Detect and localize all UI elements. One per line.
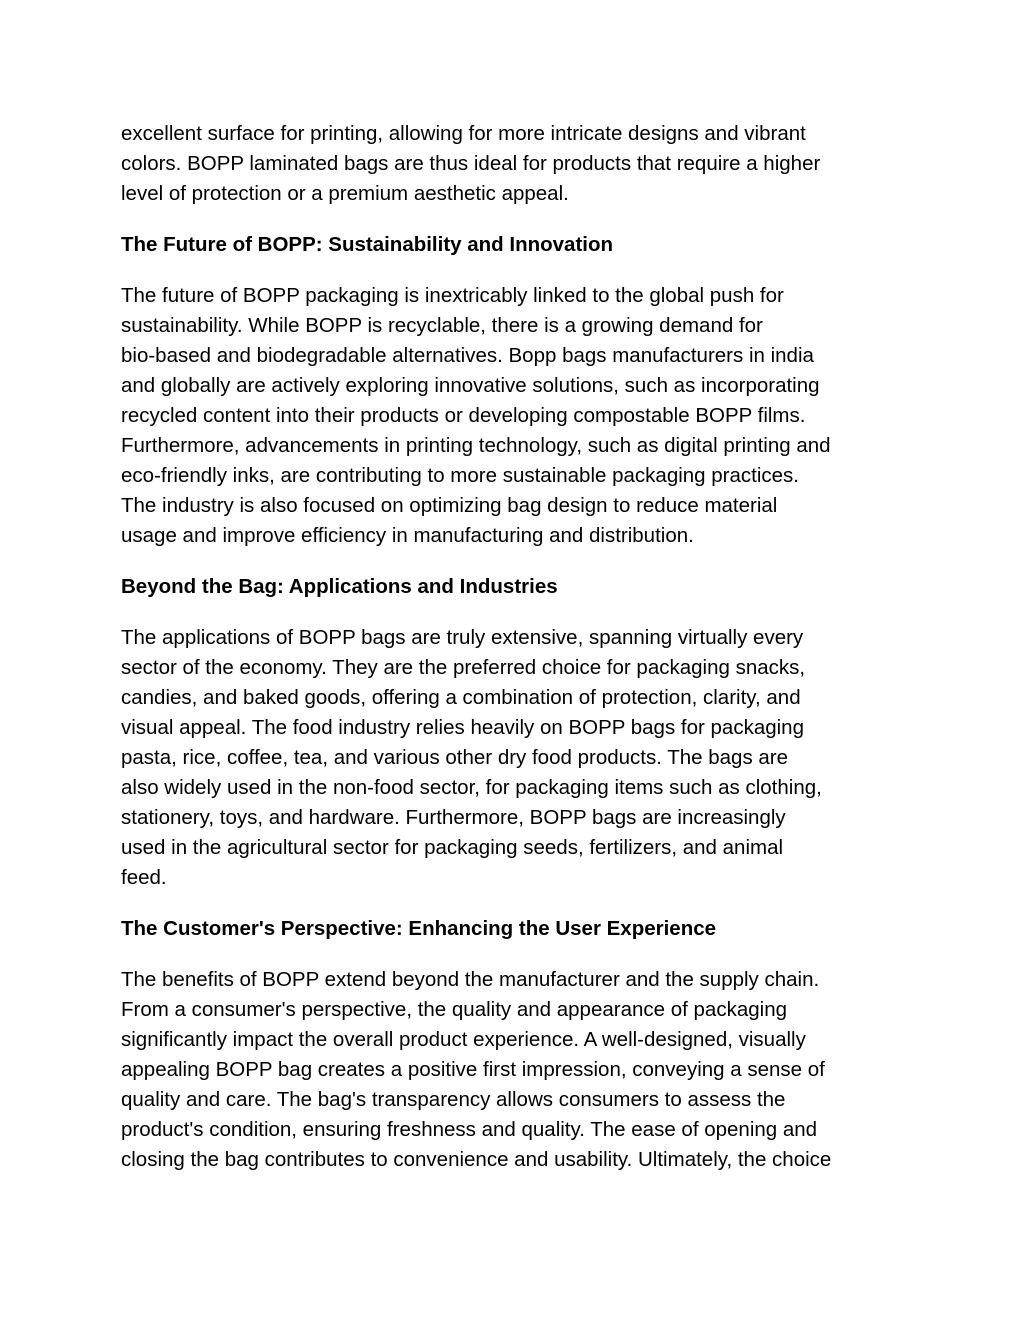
text-line: The industry is also focused on optimizing bag design to reduce material — [121, 494, 778, 517]
paragraph-intro-continuation — [121, 119, 911, 209]
text-line: usage and improve efficiency in manufacturing and distribution. — [121, 524, 694, 547]
text-line: bio-based and biodegradable alternatives. Bopp bags manufacturers in india — [121, 344, 814, 367]
text-line: candies, and baked goods, offering a combination of protection, clarity, and — [121, 686, 801, 709]
text-line: eco-friendly inks, are contributing to more sustainable packaging practices. — [121, 464, 799, 487]
text-line: From a consumer's perspective, the quality and appearance of packaging — [121, 998, 787, 1021]
text-line: visual appeal. The food industry relies heavily on BOPP bags for packaging — [121, 716, 804, 739]
paragraph-customer — [121, 965, 911, 1175]
text-line: and globally are actively exploring innovative solutions, such as incorporating — [121, 374, 820, 397]
text-line: The future of BOPP packaging is inextricably linked to the global push for — [121, 284, 784, 307]
text-line: Furthermore, advancements in printing technology, such as digital printing and — [121, 434, 831, 457]
text-line: appealing BOPP bag creates a positive first impression, conveying a sense of — [121, 1058, 825, 1081]
document-page — [121, 119, 911, 1175]
text-line: sector of the economy. They are the preferred choice for packaging snacks, — [121, 656, 806, 679]
text-line: feed. — [121, 866, 167, 889]
section-heading-customer: The Customer's Perspective: Enhancing the User Experience — [121, 917, 717, 940]
text-line: stationery, toys, and hardware. Furthermore, BOPP bags are increasingly — [121, 806, 786, 829]
spacer — [121, 602, 911, 623]
text-line: significantly impact the overall product experience. A well-designed, visually — [121, 1028, 806, 1051]
text-line: colors. BOPP laminated bags are thus ideal for products that require a higher — [121, 152, 821, 175]
spacer — [121, 893, 911, 914]
text-line: level of protection or a premium aesthetic appeal. — [121, 182, 569, 205]
text-line: The applications of BOPP bags are truly extensive, spanning virtually every — [121, 626, 804, 649]
text-line: used in the agricultural sector for packaging seeds, fertilizers, and animal — [121, 836, 784, 859]
text-line: The benefits of BOPP extend beyond the manufacturer and the supply chain. — [121, 968, 820, 991]
paragraph-applications — [121, 623, 911, 893]
text-line: product's condition, ensuring freshness and quality. The ease of opening and — [121, 1118, 818, 1141]
paragraph-future — [121, 281, 911, 551]
text-line: also widely used in the non-food sector, for packaging items such as clothing, — [121, 776, 822, 799]
text-line: pasta, rice, coffee, tea, and various other dry food products. The bags are — [121, 746, 789, 769]
spacer — [121, 944, 911, 965]
text-line: recycled content into their products or developing compostable BOPP films. — [121, 404, 806, 427]
text-line: sustainability. While BOPP is recyclable, there is a growing demand for — [121, 314, 763, 337]
text-line: quality and care. The bag's transparency allows consumers to assess the — [121, 1088, 786, 1111]
section-heading-applications: Beyond the Bag: Applications and Industries — [121, 575, 558, 598]
section-heading-future: The Future of BOPP: Sustainability and Innovation — [121, 233, 614, 256]
spacer — [121, 209, 911, 230]
text-line: closing the bag contributes to convenience and usability. Ultimately, the choice — [121, 1148, 832, 1171]
spacer — [121, 551, 911, 572]
spacer — [121, 260, 911, 281]
text-line: excellent surface for printing, allowing for more intricate designs and vibrant — [121, 122, 806, 145]
